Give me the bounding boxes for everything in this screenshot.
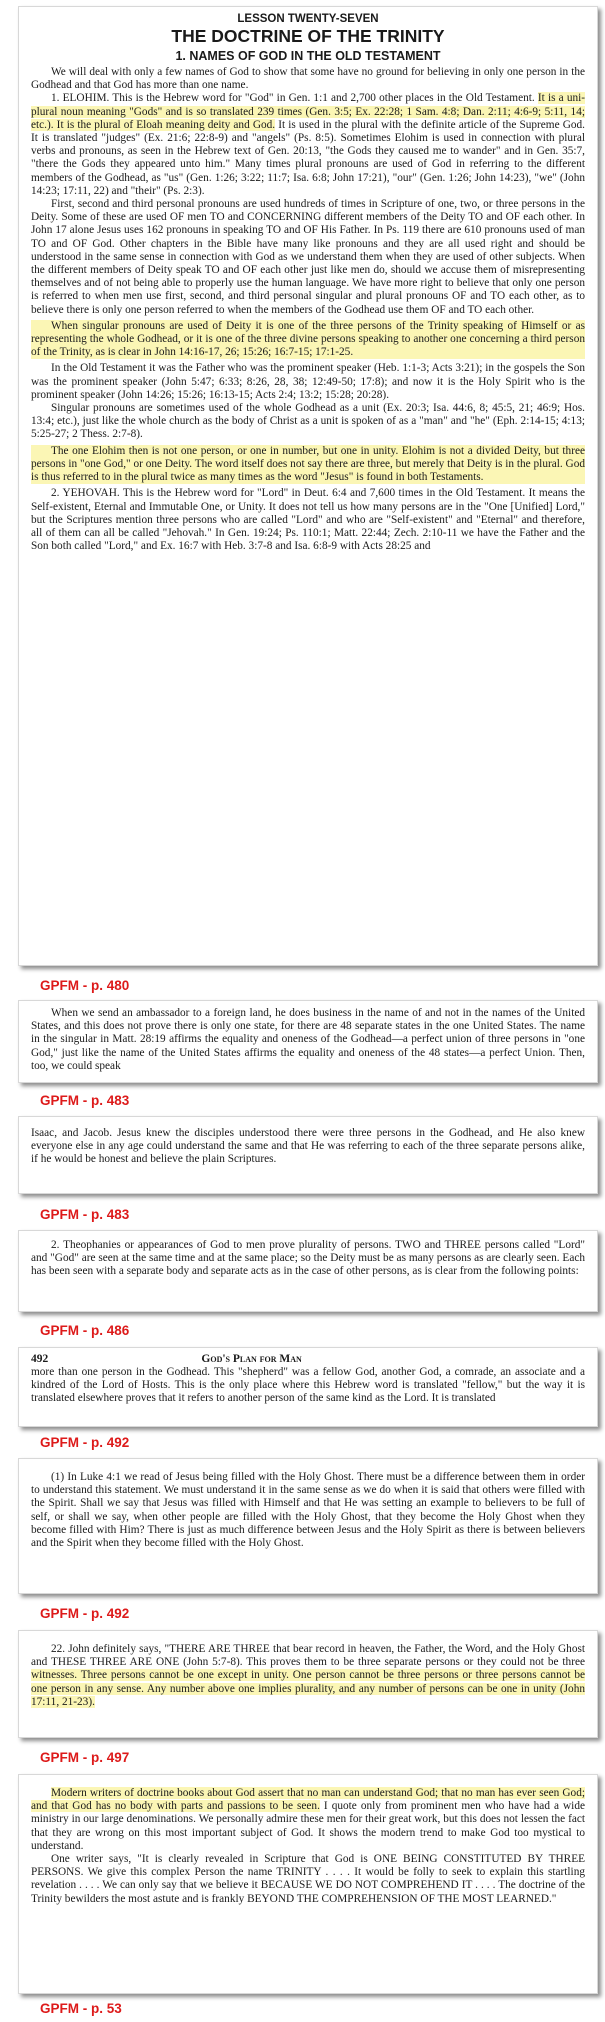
old-testament-paragraph: In the Old Testament it was the Father who was the prominent speaker (Heb. 1:1-3; Acts 3:21); in the gospels the Son was the prominent speaker (John 5:47; 6:33; 8:26, 28, 38; 12:49-50; 17:8); and now it is the Holy Spirit who is the prominent speaker (John 14:26; 15:26; 16:13-15; Acts 2:4; 13:2; 15:28; 20:28). <box>31 362 585 401</box>
modern-writers-text: I quote only from prominent men who have had a wide ministry in our large denominations. We personally admire these men for their great work, but this does not lessen the fact that they are wrong on this most important subject of God. It shows the modern trend to make God too mystical to understand. <box>31 1800 585 1852</box>
modern-writers-paragraph <box>31 1787 585 1853</box>
excerpt-page-53 <box>18 1774 598 1994</box>
disciples-paragraph: Isaac, and Jacob. Jesus knew the disciples understood there were three persons in the Godhead, and He also knew everyone else in any age could understand the same and that He was referring to each of the three separate persons alike, if he would be honest and believe the plain Scriptures. <box>31 1127 585 1166</box>
excerpt-page-492a <box>18 1347 598 1427</box>
singular-pronouns-highlight: When singular pronouns are used of Deity it is one of the three persons of the Trinity speaking of Himself or as representing the whole Godhead, or it is one of the three divine persons speaking to another one concerning a third person of the Trinity, as is clear in John 14:16-17, 26; 15:26; 16:7-15; 17:1-25. <box>31 319 585 359</box>
source-label-53: GPFM - p. 53 <box>40 2001 122 2016</box>
running-head: God's Plan for Man <box>201 1353 302 1365</box>
theophanies-paragraph: 2. Theophanies or appearances of God to men prove plurality of persons. TWO and THREE persons called "Lord" and "God" are seen at the same time and at the same place; so the Deity must be as many persons as are clearly seen. Each has been seen with a separate body and separate acts as in the case of other persons, as is clear from the following points: <box>31 1239 585 1278</box>
source-label-497: GPFM - p. 497 <box>40 1750 130 1765</box>
page-number: 492 <box>31 1353 49 1365</box>
page-header <box>31 1353 585 1365</box>
source-label-483b: GPFM - p. 483 <box>40 1207 130 1222</box>
source-label-480: GPFM - p. 480 <box>40 978 130 993</box>
chapter-title: THE DOCTRINE OF THE TRINITY <box>171 26 445 46</box>
ambassador-paragraph: When we send an ambassador to a foreign land, he does business in the name of and not in the names of the United States, and this does not prove there is only one state, for there are 48 separate states in the one United States. The name in the singular in Matt. 28:19 affirms the equality and oneness of the Godhead—a perfect union of three persons in "one God," just like the name of the United States affirms the equality and oneness of the 48 states—a perfect Union. Then, too, we could speak <box>31 1007 585 1072</box>
elohim-text-cont: It is used in the plural with the definite article of the Supreme God. It is translated "judges" (Ex. 21:6; 22:8-9) and "angels" (Ps. 8:5). Sometimes Elohim is used in connection with plural verbs and pronouns, as seen in the Hebrew text of Gen. 20:13, "the Gods they caused me to wander" and in Gen. 35:7, "there the Gods they appeared unto him." Many times plural pronouns are used of God in referring to the different members of the Godhead, as "us" (Gen. 1:26; 3:22; 11:7; Isa. 6:8; John 17:21), "our" (Gen. 1:26; John 14:23), "we" (John 14:23; 17:11, 22) and "their" (Ps. 2:3). <box>31 118 586 197</box>
one-elohim-highlight: The one Elohim then is not one person, or one in number, but one in unity. Elohim is not a divided Deity, but three persons in "one God," or one Deity. The word itself does not say there are three, but merely that Deity is in the plural. God is thus referred to in the plural twice as many times as the word "Jesus" is found in both Testaments. <box>31 444 585 484</box>
elohim-paragraph <box>31 92 585 198</box>
source-label-492b: GPFM - p. 492 <box>40 1606 130 1621</box>
writer-quote-paragraph: One writer says, "It is clearly revealed in Scripture that God is ONE BEING CONSTITUTED BY THREE PERSONS. We give this complex Person the name TRINITY . . . . It would be folly to seek to explain this startling revelation . . . . We can only say that we believe it BECAUSE WE DO NOT COMPREHEND IT . . . . The doctrine of the Trinity bewilders the most astute and is frankly BEYOND THE COMPREHENSION OF THE MOST LEARNED." <box>31 1853 585 1905</box>
three-witnesses-highlight: witnesses. Three persons cannot be one except in unity. One person cannot be three persons or three persons cannot be one person in any sense. Any number above one implies plurality, and any number of persons can be one in unity (John 17:11, 21-23). <box>31 1669 585 1708</box>
yehovah-paragraph: 2. YEHOVAH. This is the Hebrew word for "Lord" in Deut. 6:4 and 7,600 times in the Old Testament. It means the Self-existent, Eternal and Immutable One, or Unity. It does not tell us how many persons are in the "One [Unified] Lord," but the Scriptures mention three persons who are called "Lord" and who are "Self-existent" and "Eternal" and therefore, all of them can all be called "Jehovah." In Gen. 19:24; Ps. 110:1; Matt. 22:44; Zech. 2:10-11 we have the Father and the Son both called "Lord," and Ex. 16:7 with Heb. 3:7-8 and Isa. 6:8-9 with Acts 28:25 and <box>31 487 585 553</box>
pronouns-paragraph: First, second and third personal pronouns are used hundreds of times in Scripture of one, two, or three persons in the Deity. Some of these are used OF men TO and CONCERNING different members of the Deity TO and OF each other. In John 17 alone Jesus uses 162 pronouns in speaking TO and OF His Father. In Ps. 119 there are 610 pronouns used of man TO and OF God. Other chapters in the Bible have many like pronouns and they are all used right and should be understood in the same sense in connection with God as we understand them when they are used of other subjects. When the different members of Deity speak TO and OF each other just like men do, should we accuse them of misrepresenting themselves and of not being able to properly use the human language. We have more right to believe that only one person is referred to when men use first, second, and third personal singular and plural pronouns OF and TO each other, as to believe there is only one person referred to when the members of the Godhead use them OF and TO each other. <box>31 198 585 316</box>
source-label-483a: GPFM - p. 483 <box>40 1093 130 1108</box>
john-witnesses-paragraph <box>31 1643 585 1709</box>
excerpt-page-486 <box>18 1230 598 1312</box>
source-label-492a: GPFM - p. 492 <box>40 1435 130 1450</box>
excerpt-page-480 <box>18 6 598 966</box>
john-text: 22. John definitely says, "THERE ARE THREE that bear record in heaven, the Father, the Word, and the Holy Ghost and THESE THREE ARE ONE (John 5:7-8). This proves them to be three separate persons or they could not be three <box>31 1643 585 1669</box>
excerpt-page-492b <box>18 1458 598 1594</box>
whole-godhead-paragraph: Singular pronouns are sometimes used of the whole Godhead as a unit (Ex. 20:3; Isa. 44:6, 8; 45:5, 21; 46:9; Hos. 13:4; etc.), just like the whole church as the body of Christ as a unit is spoken of as a "man" and "he" (Eph. 2:14-15; 4:13; 5:25-27; 2 Thess. 2:7-8). <box>31 402 585 441</box>
lesson-heading: LESSON TWENTY-SEVEN <box>237 13 379 25</box>
elohim-highlight: It is a uni-plural noun meaning "Gods" and is so translated 239 times (Gen. 3:5; Ex. 22:28; 1 Sam. 4:8; Dan. 2:11; 4:6-9; 5:11, 14; etc.). It is the plural of Eloah meaning deity and God. <box>31 92 586 131</box>
source-label-486: GPFM - p. 486 <box>40 1323 130 1338</box>
excerpt-page-483a <box>18 1000 598 1083</box>
excerpt-page-497 <box>18 1630 598 1738</box>
elohim-text: 1. ELOHIM. This is the Hebrew word for "God" in Gen. 1:1 and 2,700 other places in the Old Testament. <box>51 92 535 105</box>
shepherd-paragraph: more than one person in the Godhead. This "shepherd" was a fellow God, another God, a comrade, an associate and a kindred of the Lord of Hosts. This is the only place where this Hebrew word is translated "fellow," but the way it is translated elsewhere proves that it refers to another person of the same kind as the Lord. It is translated <box>31 1366 585 1405</box>
excerpt-page-483b <box>18 1116 598 1194</box>
luke-paragraph: (1) In Luke 4:1 we read of Jesus being filled with the Holy Ghost. There must be a difference between them in order to understand this statement. We must understand it in the same sense as we do when it is said that others were filled with the Spirit. Shall we say that Jesus was filled with Himself and that He was setting an example to believers to be full of self, or shall we say, when other people are filled with the Holy Ghost, that they become the Holy Ghost when they become filled with Him? There is just as much difference between Jesus and the Holy Spirit as there is between believers and the Spirit when they become filled with the Holy Ghost. <box>31 1471 585 1550</box>
section-heading: 1. NAMES OF GOD IN THE OLD TESTAMENT <box>175 49 441 63</box>
modern-writers-highlight: Modern writers of doctrine books about God assert that no man can understand God; that no man has ever seen God; and that God has no body with parts and passions to be seen. <box>31 1787 585 1813</box>
intro-paragraph: We will deal with only a few names of God to show that some have no ground for believing in only one person in the Godhead and that God has more than one name. <box>31 66 585 92</box>
